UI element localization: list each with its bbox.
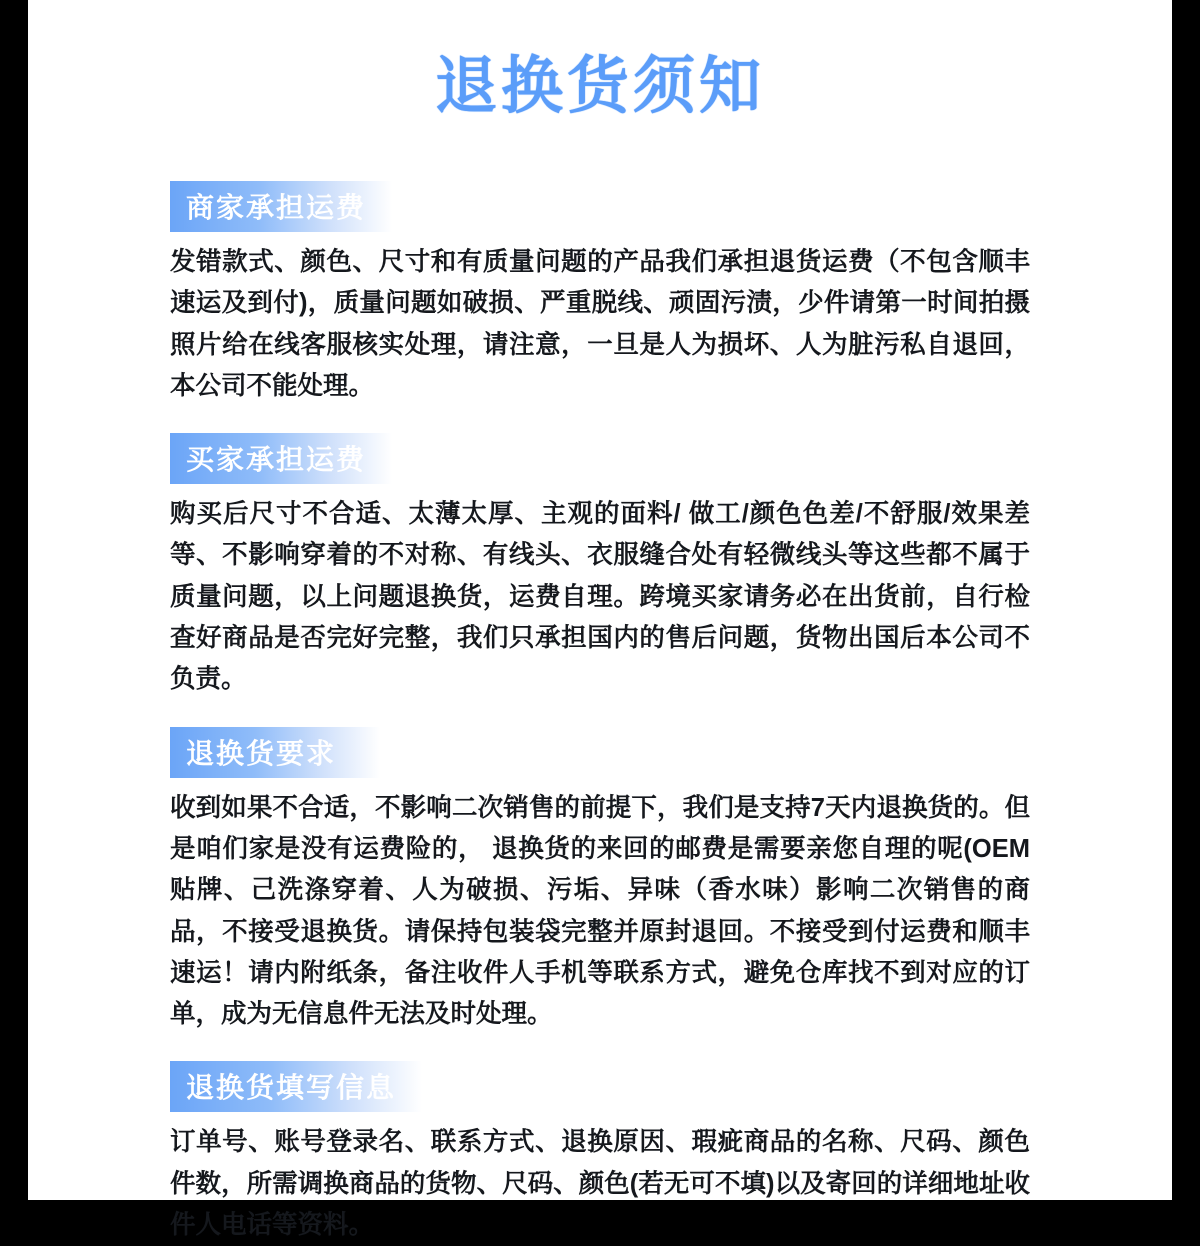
- section-paragraph: 购买后尺寸不合适、太薄太厚、主观的面料/ 做工/颜色色差/不舒服/效果差等、不影响穿着的不对称、有线头、衣服缝合处有轻微线头等这些都不属于质量问题，以上问题退换货，运费自理。跨境买家请务必在出货前，自行检查好商品是否完好完整，我们只承担国内的售后问题，货物出国后本公司不负责。: [170, 500, 1030, 694]
- section-paragraph: 发错款式、颜色、尺寸和有质量问题的产品我们承担退货运费（不包含顺丰速运及到付)，质量问题如破损、严重脱线、顽固污渍，少件请第一时间拍摄照片给在线客服核实处理，请注意，一旦是人为损坏、人为脏污私自退回，本公司不能处理。: [170, 248, 1030, 400]
- section-heading-return-form-info: 退换货填写信息: [170, 1061, 422, 1112]
- section-merchant-shipping: [170, 181, 1030, 407]
- section-paragraph: 收到如果不合适，不影响二次销售的前提下，我们是支持7天内退换货的。但是咱们家是没有运费险的， 退换货的来回的邮费是需要亲您自理的呢(OEM贴牌、己洗涤穿着、人为破损、污垢、异味（香水味）影响二次销售的商品，不接受退换货。请保持包装袋完整并原封退回。不接受到付运费和顺丰速运！请内附纸条，备注收件人手机等联系方式，避免仓库找不到对应的订单，成为无信息件无法及时处理。: [170, 793, 1030, 1029]
- section-body-merchant-shipping: [170, 242, 1030, 407]
- section-heading-merchant-shipping: 商家承担运费: [170, 181, 392, 232]
- section-heading-buyer-shipping: 买家承担运费: [170, 433, 392, 484]
- page-title: 退换货须知: [434, 52, 765, 121]
- section-body-return-requirements: [170, 788, 1030, 1036]
- section-paragraph: 订单号、账号登录名、联系方式、退换原因、瑕疵商品的名称、尺码、颜色件数，所需调换商品的货物、尺码、颜色(若无可不填)以及寄回的详细地址收件人电话等资料。: [170, 1128, 1030, 1240]
- section-heading-return-requirements: 退换货要求: [170, 727, 380, 778]
- left-border-bar: [0, 0, 28, 1200]
- section-return-requirements: [170, 727, 1030, 1036]
- document-content: [28, 0, 1172, 1240]
- right-border-bar: [1172, 0, 1200, 1200]
- section-body-buyer-shipping: [170, 494, 1030, 700]
- section-buyer-shipping: [170, 433, 1030, 700]
- section-body-return-form-info: [170, 1122, 1030, 1246]
- section-return-form-info: [170, 1061, 1030, 1246]
